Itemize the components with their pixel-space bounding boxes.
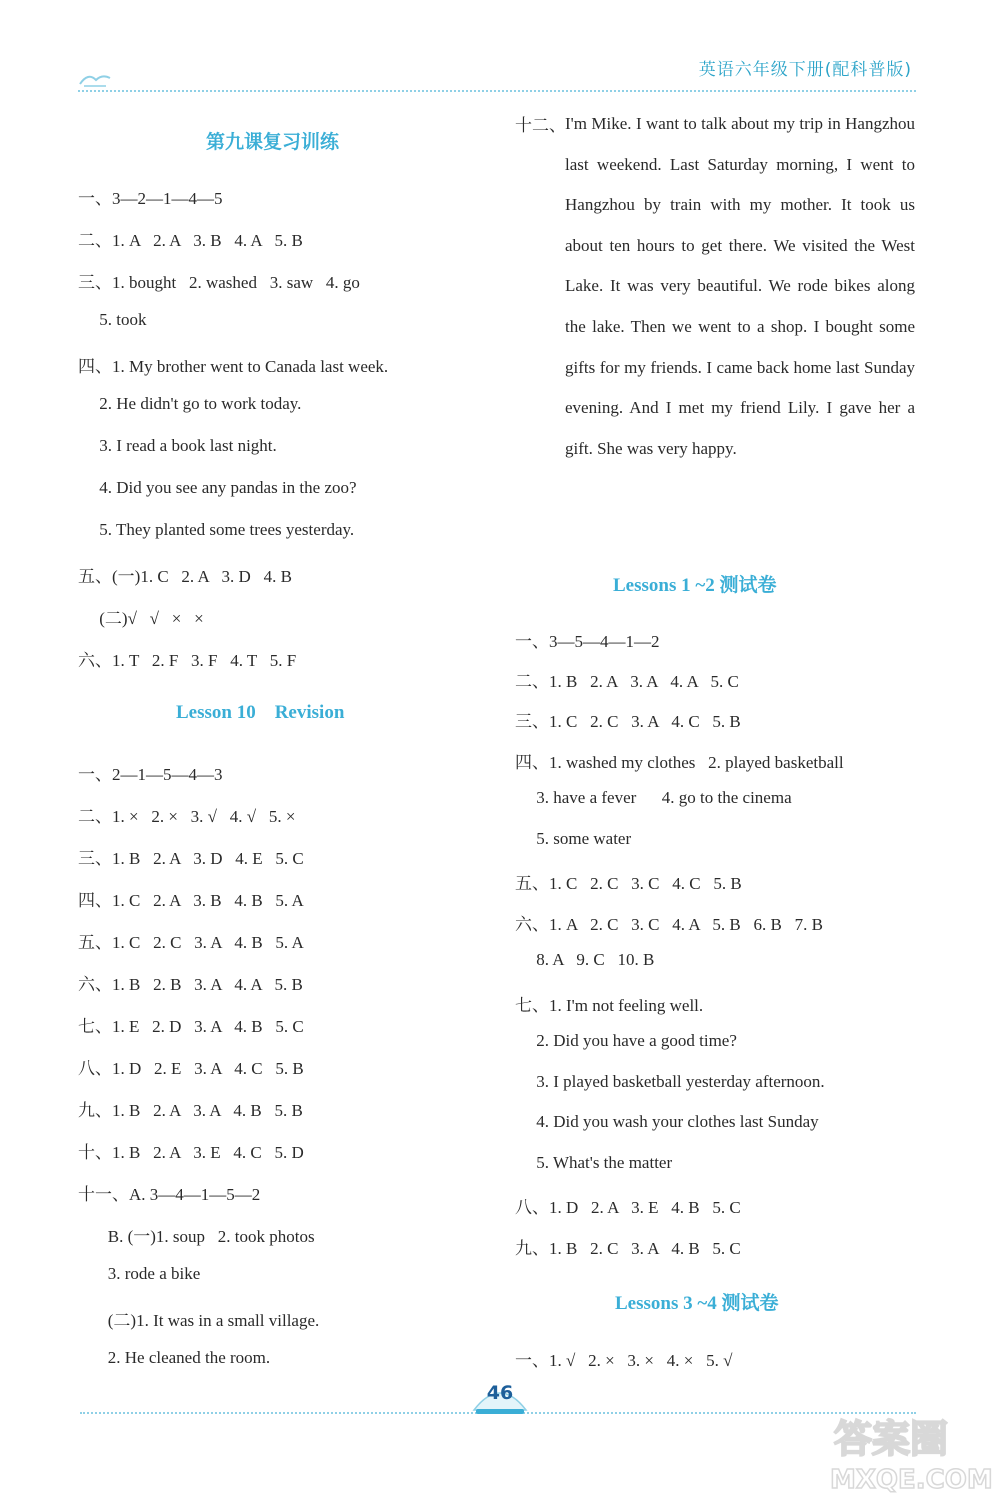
- answer-line: 4. Did you see any pandas in the zoo?: [78, 478, 357, 497]
- answer-line: 一、3—2—1—4—5: [78, 189, 223, 208]
- answer-line: 一、3—5—4—1—2: [515, 632, 660, 651]
- answer-line: 七、1. I'm not feeling well.: [515, 996, 704, 1015]
- essay-answer: I'm Mike. I want to talk about my trip in Hangzhou last weekend. Last Saturday morning, I went to Hangzhou by train with my mother. It took us about ten hours to get there. We visited the West Lake. It was very beautiful. We rode bikes along the lake. Then we went to a shop. I bought some gifts for my friends. I came back home last Sunday evening. And I met my friend Lily. I gave her a gift. She was very happy.: [565, 114, 915, 458]
- answer-line: 三、1. B 2. A 3. D 4. E 5. C: [78, 849, 304, 868]
- section-title-lesson9-review: 第九课复习训练: [206, 132, 340, 153]
- answer-line: 十、1. B 2. A 3. E 4. C 5. D: [78, 1143, 304, 1162]
- answer-line: 九、1. B 2. C 3. A 4. B 5. C: [515, 1239, 741, 1258]
- answer-line: 8. A 9. C 10. B: [515, 950, 655, 969]
- answer-line: 5. some water: [515, 829, 632, 848]
- answer-line: 2. Did you have a good time?: [515, 1031, 737, 1050]
- answer-line: 八、1. D 2. A 3. E 4. B 5. C: [515, 1198, 741, 1217]
- answer-line: 二、1. × 2. × 3. √ 4. √ 5. ×: [78, 807, 296, 826]
- page-number-badge: [470, 1380, 530, 1416]
- answer-line: 2. He didn't go to work today.: [78, 394, 302, 413]
- header-logo-icon: [78, 70, 112, 88]
- section-title-lessons-3-4-test: Lessons 3 ~4 测试卷: [615, 1293, 779, 1314]
- answer-line: 四、1. My brother went to Canada last week.: [78, 357, 389, 376]
- answer-line: 八、1. D 2. E 3. A 4. C 5. B: [78, 1059, 304, 1078]
- answer-line: 五、1. C 2. C 3. C 4. C 5. B: [515, 874, 742, 893]
- answer-line: 3. I played basketball yesterday afternoon.: [515, 1072, 825, 1091]
- book-title: 英语六年级下册(配科普版): [698, 60, 912, 80]
- essay-question-label: 十二、: [515, 116, 566, 135]
- answer-line: 十一、A. 3—4—1—5—2: [78, 1185, 261, 1204]
- watermark-logo: [826, 1410, 996, 1496]
- answer-line: B. (一)1. soup 2. took photos: [78, 1227, 315, 1246]
- answer-line: (二)1. It was in a small village.: [78, 1311, 320, 1330]
- answer-line: 六、1. A 2. C 3. C 4. A 5. B 6. B 7. B: [515, 915, 823, 934]
- answer-line: 3. rode a bike: [78, 1264, 201, 1283]
- answer-line: 一、2—1—5—4—3: [78, 765, 223, 784]
- answer-line: 三、1. C 2. C 3. A 4. C 5. B: [515, 712, 741, 731]
- answer-line: 二、1. B 2. A 3. A 4. A 5. C: [515, 672, 739, 691]
- answer-line: 5. took: [78, 310, 147, 329]
- answer-line: 5. They planted some trees yesterday.: [78, 520, 355, 539]
- answer-line: 四、1. washed my clothes 2. played basketball: [515, 753, 844, 772]
- answer-line: 一、1. √ 2. × 3. × 4. × 5. √: [515, 1351, 733, 1370]
- watermark-text-top: 答案圈: [834, 1417, 949, 1461]
- watermark-text-bottom: MXQE.COM: [830, 1465, 993, 1495]
- answer-line: 3. have a fever 4. go to the cinema: [515, 788, 792, 807]
- answer-line: 四、1. C 2. A 3. B 4. B 5. A: [78, 891, 304, 910]
- answer-line: 五、1. C 2. C 3. A 4. B 5. A: [78, 933, 304, 952]
- answer-line: 六、1. T 2. F 3. F 4. T 5. F: [78, 651, 297, 670]
- answer-line: 六、1. B 2. B 3. A 4. A 5. B: [78, 975, 303, 994]
- answer-line: 3. I read a book last night.: [78, 436, 277, 455]
- answer-line: 七、1. E 2. D 3. A 4. B 5. C: [78, 1017, 304, 1036]
- answer-line: 2. He cleaned the room.: [78, 1348, 271, 1367]
- answer-line: 五、(一)1. C 2. A 3. D 4. B: [78, 567, 292, 586]
- section-title-lessons-1-2-test: Lessons 1 ~2 测试卷: [613, 575, 777, 596]
- answer-line: 二、1. A 2. A 3. B 4. A 5. B: [78, 231, 303, 250]
- page-number: 46: [486, 1382, 514, 1404]
- answer-line: 九、1. B 2. A 3. A 4. B 5. B: [78, 1101, 303, 1120]
- answer-line: 5. What's the matter: [515, 1153, 673, 1172]
- answer-line: 4. Did you wash your clothes last Sunday: [515, 1112, 819, 1131]
- answer-line: (二)√ √ × ×: [78, 609, 204, 628]
- section-title-lesson10: Lesson 10 Revision: [176, 702, 345, 723]
- answer-line: 三、1. bought 2. washed 3. saw 4. go: [78, 273, 360, 292]
- header-divider: [78, 90, 916, 92]
